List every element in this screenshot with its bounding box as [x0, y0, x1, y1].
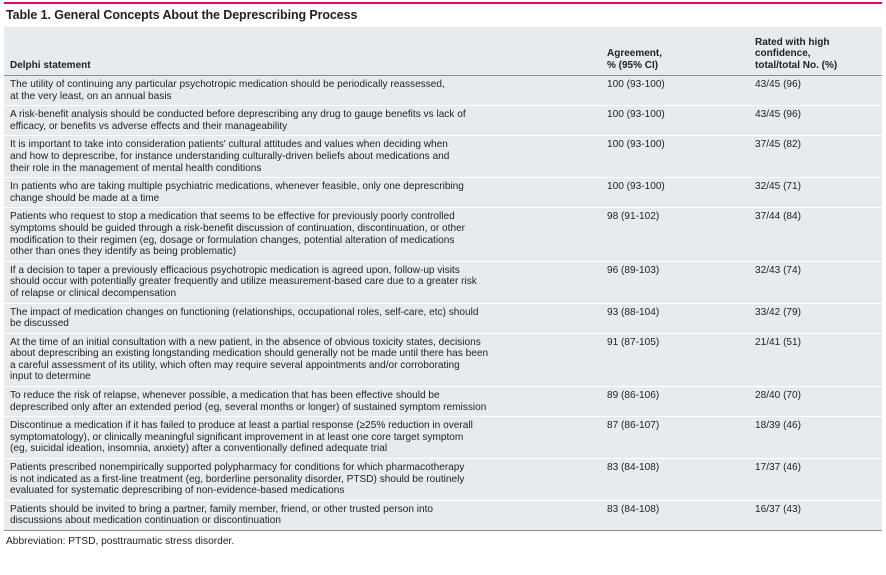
statement-line: In patients who are taking multiple psychiatric medications, whenever feasible, only one deprescribing: [10, 181, 464, 193]
table-footnote: Abbreviation: PTSD, posttraumatic stress disorder.: [6, 536, 235, 547]
statement-line: their role in the management of mental health conditions: [10, 162, 262, 174]
statement-cell: [4, 136, 601, 178]
agreement-cell: 93 (88-104): [601, 303, 749, 333]
agreement-cell: 96 (89-103): [601, 261, 749, 303]
table-row: [4, 106, 882, 136]
delphi-table: [4, 27, 882, 530]
table-row: [4, 500, 882, 530]
statement-line: If a decision to taper a previously efficacious psychotropic medication is agreed upon, follow-up visits: [10, 264, 460, 276]
statement-line: at the very least, on an annual basis: [10, 90, 172, 102]
statement-line: and how to deprescribe, for instance understanding culturally-driven beliefs about medications and: [10, 150, 450, 162]
agreement-cell: 98 (91-102): [601, 208, 749, 261]
statement-line: The impact of medication changes on functioning (relationships, occupational roles, self-care, etc) should: [10, 306, 479, 318]
statement-line: be discussed: [10, 318, 69, 330]
statement-line: It is important to take into consideration patients' cultural attitudes and values when deciding when: [10, 139, 448, 151]
confidence-cell: 21/41 (51): [749, 333, 882, 386]
statement-line: efficacy, or benefits vs adverse effects and their manageability: [10, 120, 288, 132]
statement-cell: [4, 459, 601, 501]
statement-line: a careful assessment of its utility, which often may require several appointments and/or corroborating: [10, 359, 460, 371]
top-accent-rule: [4, 2, 882, 4]
table-row: [4, 76, 882, 106]
statement-line: deprescribed only after an extended period (eg, several months or longer) of sustained symptom remission: [10, 401, 487, 413]
statement-line: Discontinue a medication if it has failed to produce at least a partial response (≥25% reduction in overall: [10, 420, 473, 432]
agreement-cell: 100 (93-100): [601, 178, 749, 208]
header-confidence: Rated with high confidence, total/total No. (%): [749, 27, 882, 76]
statement-cell: [4, 178, 601, 208]
table-row: [4, 417, 882, 459]
statement-cell: [4, 303, 601, 333]
statement-line: Patients should be invited to bring a partner, family member, friend, or other trusted person into: [10, 503, 434, 515]
statement-cell: [4, 208, 601, 261]
confidence-cell: 43/45 (96): [749, 76, 882, 106]
table-row: [4, 303, 882, 333]
agreement-cell: 91 (87-105): [601, 333, 749, 386]
statement-cell: [4, 417, 601, 459]
agreement-cell: 100 (93-100): [601, 106, 749, 136]
statement-cell: [4, 387, 601, 417]
table-row: [4, 387, 882, 417]
header-statement: Delphi statement: [4, 27, 601, 76]
agreement-cell: 100 (93-100): [601, 76, 749, 106]
statement-line: Patients prescribed nonempirically supported polypharmacy for conditions for which pharmacotherapy: [10, 462, 465, 474]
confidence-cell: 17/37 (46): [749, 459, 882, 501]
statement-line: is not indicated as a first-line treatment (eg, borderline personality disorder, PTSD) should be routinely: [10, 473, 465, 485]
statement-cell: [4, 76, 601, 106]
confidence-cell: 37/45 (82): [749, 136, 882, 178]
statement-line: change should be made at a time: [10, 192, 160, 204]
confidence-cell: 37/44 (84): [749, 208, 882, 261]
statement-line: A risk-benefit analysis should be conducted before deprescribing any drug to gauge benefits vs lack of: [10, 109, 466, 121]
agreement-cell: 83 (84-108): [601, 459, 749, 501]
agreement-cell: 87 (86-107): [601, 417, 749, 459]
confidence-cell: 28/40 (70): [749, 387, 882, 417]
statement-line: Patients who request to stop a medication that seems to be effective for previously poorly controlled: [10, 211, 455, 223]
statement-cell: [4, 333, 601, 386]
agreement-cell: 100 (93-100): [601, 136, 749, 178]
statement-line: modification to their regimen (eg, dosage or formulation changes, potential alteration of medications: [10, 234, 455, 246]
statement-line: At the time of an initial consultation with a new patient, in the absence of obvious toxicity states, decisions: [10, 336, 481, 348]
statement-line: about deprescribing an existing longstanding medication should generally not be made until there has been: [10, 348, 489, 360]
table-row: [4, 261, 882, 303]
statement-line: other than ones they identify as being problematic): [10, 246, 237, 258]
table-title: Table 1. General Concepts About the Deprescribing Process: [6, 8, 358, 22]
statement-cell: [4, 261, 601, 303]
statement-cell: [4, 500, 601, 530]
confidence-cell: 32/43 (74): [749, 261, 882, 303]
statement-line: The utility of continuing any particular psychotropic medication should be periodically reassessed,: [10, 79, 445, 90]
table-row: [4, 459, 882, 501]
statement-line: (eg, suicidal ideation, insomnia, anxiety) after a conventionally defined adequate trial: [10, 443, 388, 455]
statement-line: of relapse or clinical decompensation: [10, 287, 177, 299]
statement-line: symptoms should be guided through a risk-benefit discussion of continuation, discontinuation, or other: [10, 222, 466, 234]
statement-line: should occur with potentially greater frequently and utilize measurement-based care due to a greater risk: [10, 276, 477, 288]
confidence-cell: 33/42 (79): [749, 303, 882, 333]
bottom-rule: [4, 530, 882, 531]
agreement-cell: 83 (84-108): [607, 503, 660, 515]
statement-line: discussions about medication continuation or discontinuation: [10, 515, 282, 527]
agreement-cell: 89 (86-106): [601, 387, 749, 417]
table-row: [4, 333, 882, 386]
confidence-cell: 18/39 (46): [749, 417, 882, 459]
table-row: [4, 208, 882, 261]
statement-line: input to determine: [10, 371, 91, 383]
table-container: [4, 27, 882, 530]
statement-line: evaluated for systematic deprescribing of non-evidence-based medications: [10, 485, 345, 497]
statement-cell: [4, 106, 601, 136]
confidence-cell: 43/45 (96): [749, 106, 882, 136]
confidence-cell: 16/37 (43): [755, 503, 802, 515]
confidence-cell: 32/45 (71): [749, 178, 882, 208]
header-agreement: Agreement, % (95% CI): [601, 27, 749, 76]
table-row: [4, 178, 882, 208]
statement-line: symptomatology), or clinically meaningful significant improvement in at least one core target symptom: [10, 431, 464, 443]
table-header-row: [4, 27, 882, 76]
table-row: [4, 136, 882, 178]
statement-line: To reduce the risk of relapse, whenever possible, a medication that has been effective should be: [10, 390, 440, 402]
